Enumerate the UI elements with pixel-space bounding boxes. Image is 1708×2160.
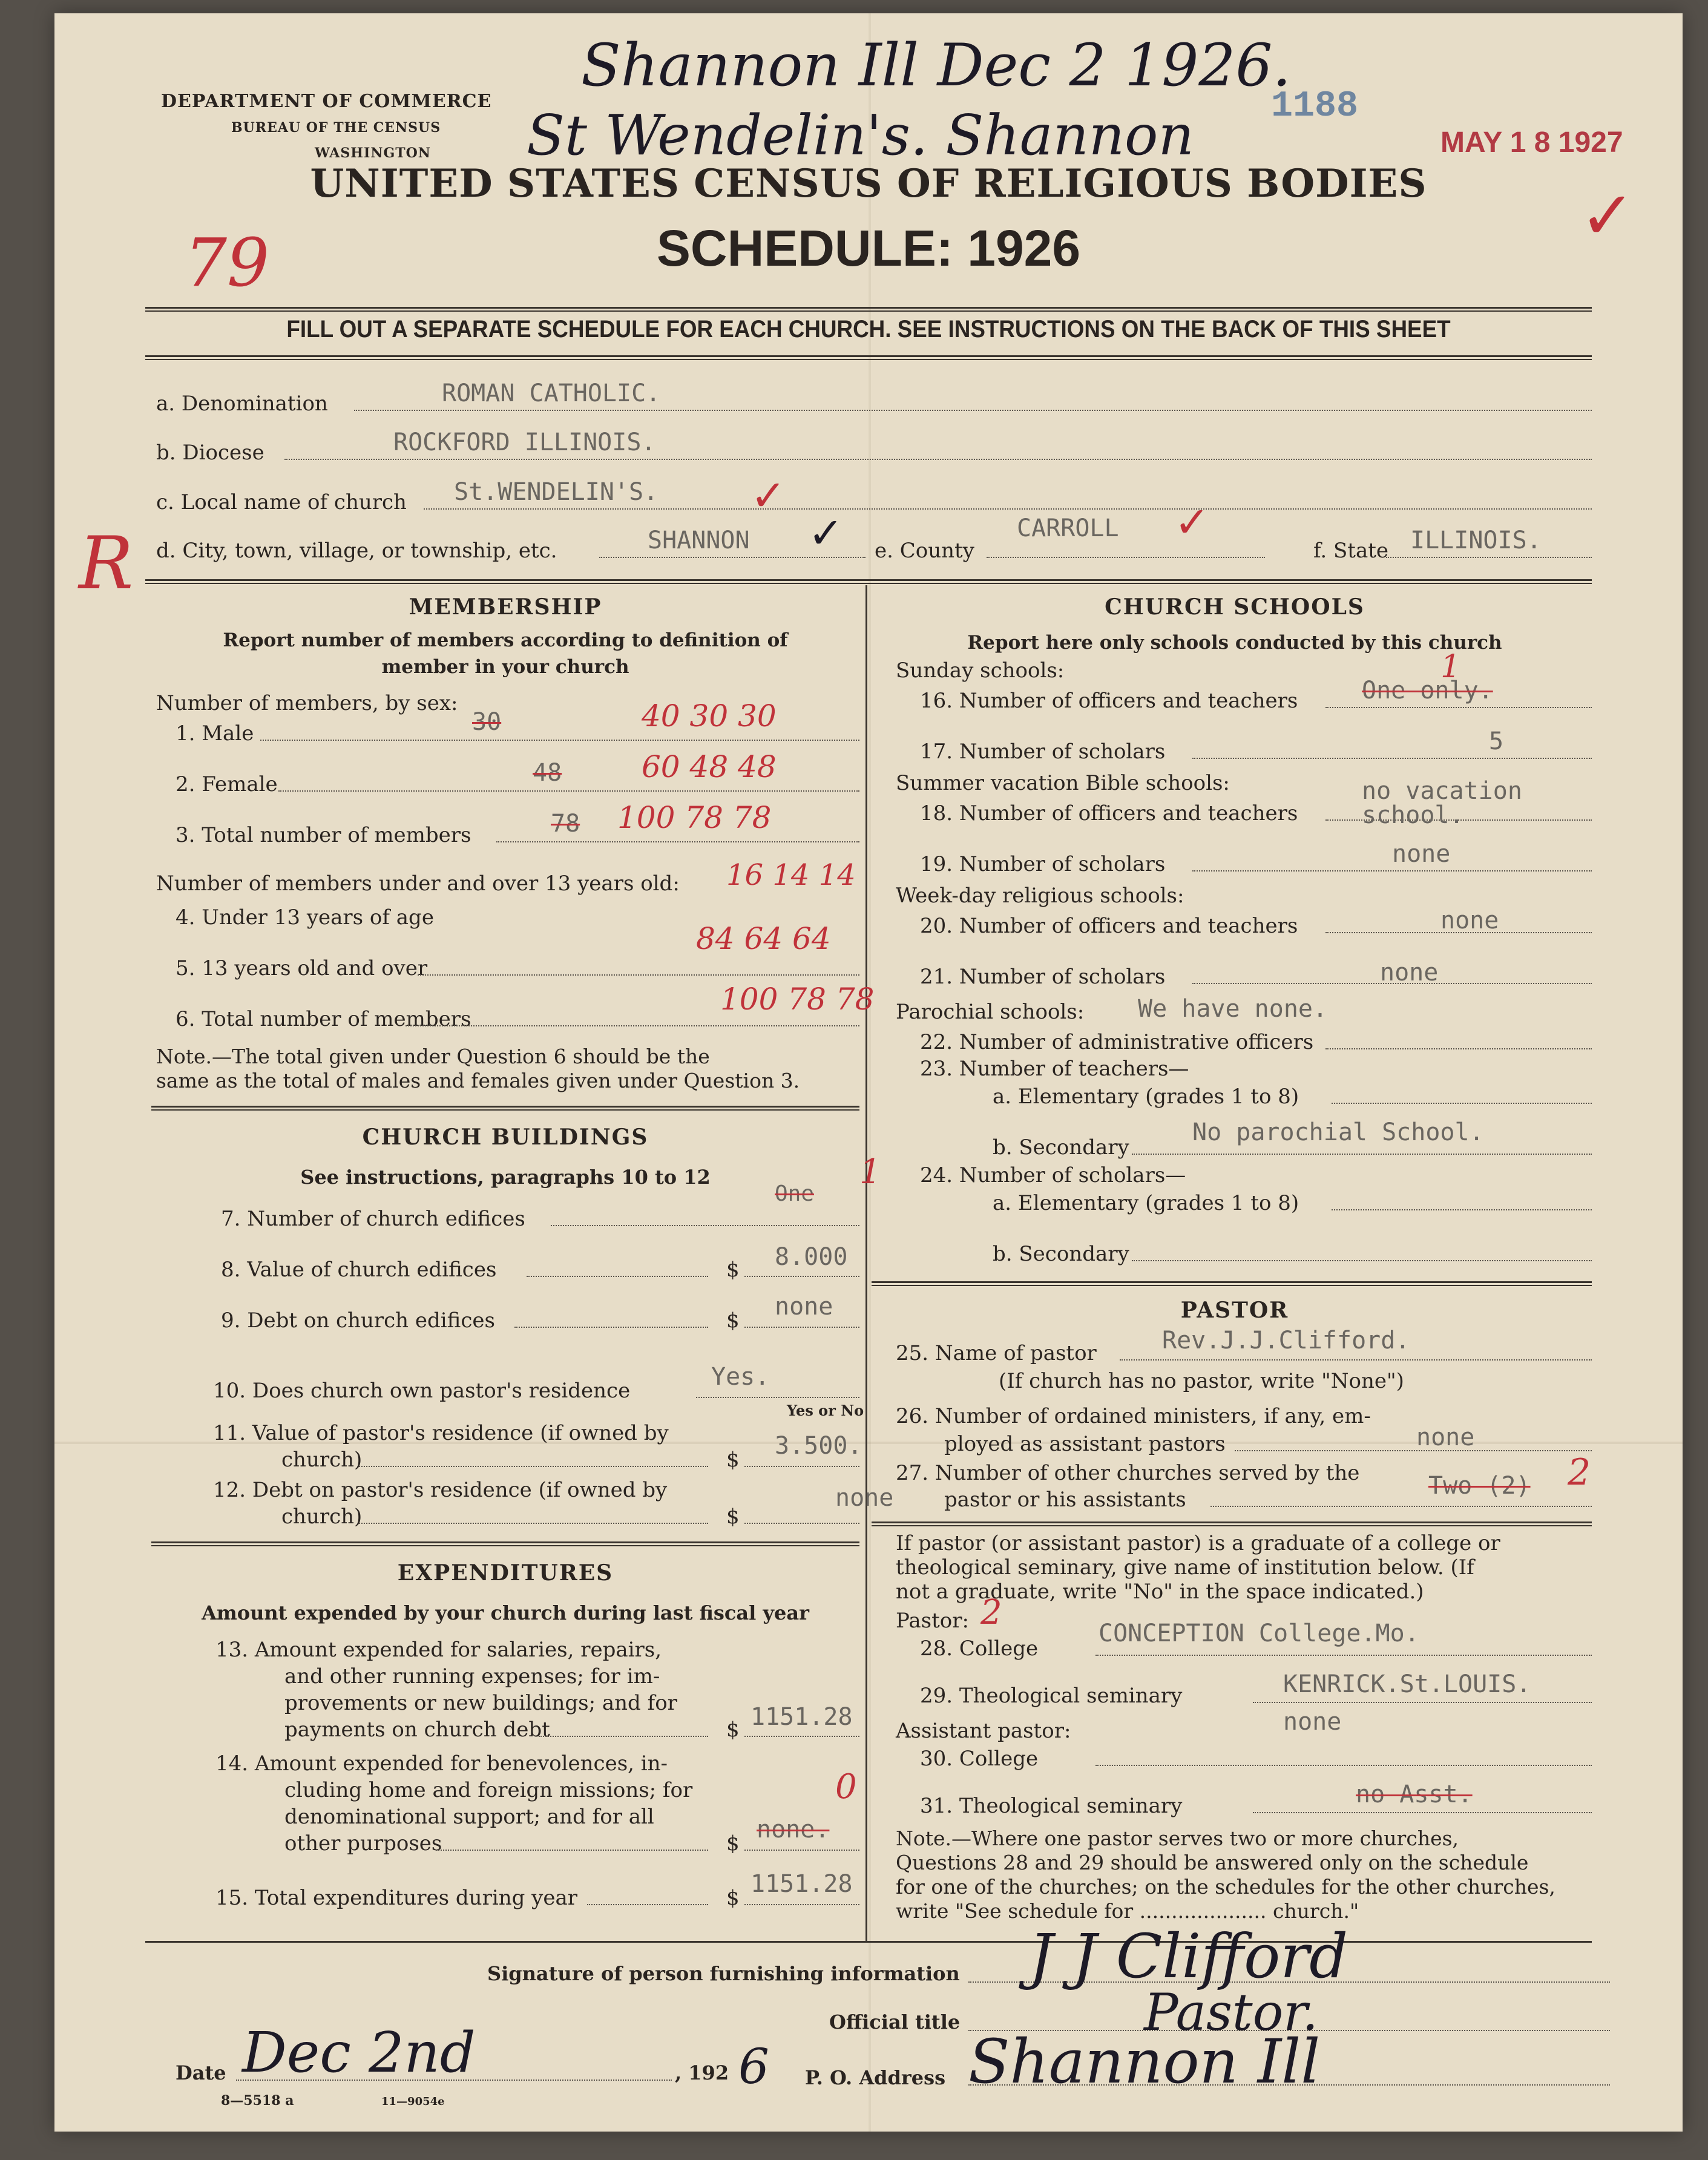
q3-line <box>496 841 859 842</box>
state-value[interactable]: ILLINOIS. <box>1410 527 1542 554</box>
signature-label: Signature of person furnishing information <box>487 1962 960 1985</box>
q7-line <box>551 1225 859 1226</box>
q5-label: 5. 13 years old and over <box>176 956 428 980</box>
q20-value[interactable]: none <box>1440 907 1499 934</box>
diocese-value[interactable]: ROCKFORD ILLINOIS. <box>393 428 656 456</box>
q12-value[interactable]: none <box>835 1484 894 1512</box>
membership-note-2: same as the total of males and females given under Question 3. <box>156 1069 800 1092</box>
census-schedule-sheet <box>54 13 1683 2132</box>
q2-line <box>278 790 859 792</box>
county-value[interactable]: CARROLL <box>1017 514 1119 542</box>
form-title: UNITED STATES CENSUS OF RELIGIOUS BODIES <box>310 161 1427 206</box>
q21-value[interactable]: none <box>1380 959 1439 986</box>
handwritten-church-name: St Wendelin's. Shannon <box>527 103 1194 168</box>
q16-label: 16. Number of officers and teachers <box>920 689 1298 713</box>
pastor-note-2: Questions 28 and 29 should be answered only on the schedule <box>896 1851 1529 1874</box>
summer-schools-label: Summer vacation Bible schools: <box>896 771 1230 795</box>
q27-label-b: pastor or his assistants <box>944 1488 1186 1512</box>
q7-label: 7. Number of church edifices <box>221 1207 525 1231</box>
red-mark-79: 79 <box>185 224 269 301</box>
po-address-value[interactable]: Shannon Ill <box>968 2026 1321 2097</box>
q9-value[interactable]: none <box>775 1293 833 1321</box>
q19-line <box>1192 870 1592 872</box>
q15-value[interactable]: 1151.28 <box>751 1870 853 1898</box>
graduate-note-3: not a graduate, write "No" in the space indicated.) <box>896 1580 1424 1604</box>
membership-sub-2: member in your church <box>381 656 629 678</box>
q26-label-b: ployed as assistant pastors <box>944 1432 1226 1456</box>
bureau-label: BUREAU OF THE CENSUS <box>231 120 441 136</box>
q23a-label: a. Elementary (grades 1 to 8) <box>993 1085 1299 1109</box>
q13-line-a <box>539 1736 708 1737</box>
q10-line <box>696 1397 859 1398</box>
q15-line-b <box>744 1904 859 1905</box>
q14-line-a <box>436 1850 708 1851</box>
print-number: 11—9054e <box>381 2095 445 2108</box>
form-number: 8—5518 a <box>221 2093 294 2109</box>
q1-red-revisions: 40 30 30 <box>642 698 777 734</box>
pastor-heading: PASTOR <box>1180 1298 1289 1323</box>
q8-line-b <box>744 1276 859 1277</box>
q30-line <box>1095 1765 1592 1766</box>
assistant-pastor-label: Assistant pastor: <box>896 1719 1071 1743</box>
official-title-label: Official title <box>829 2011 961 2034</box>
q2-label: 2. Female <box>176 772 278 796</box>
q20-label: 20. Number of officers and teachers <box>920 914 1298 938</box>
department-label: DEPARTMENT OF COMMERCE <box>161 91 492 112</box>
under-over-label: Number of members under and over 13 years old: <box>156 872 680 896</box>
column-divider <box>865 585 867 1941</box>
q1-typed[interactable]: 30 <box>472 708 502 736</box>
q12-label-b: church) <box>281 1505 363 1529</box>
membership-sub-1: Report number of members according to definition of <box>223 629 788 651</box>
denomination-line <box>354 410 1592 411</box>
q25-line <box>1120 1359 1592 1361</box>
q3-red-revisions: 100 78 78 <box>617 800 772 835</box>
q3-label: 3. Total number of members <box>176 823 471 847</box>
state-label: f. State <box>1313 539 1388 563</box>
q17-line <box>1192 758 1592 759</box>
q30-label: 30. College <box>920 1747 1039 1771</box>
q29-line <box>1253 1702 1592 1703</box>
q17-value[interactable]: 5 <box>1489 727 1504 755</box>
q14-label-c: denominational support; and for all <box>284 1805 654 1829</box>
pastor-note-4: write "See schedule for .................... church." <box>896 1899 1359 1923</box>
q27-line <box>1210 1506 1592 1507</box>
q25-label: 25. Name of pastor <box>896 1341 1097 1365</box>
q24a-label: a. Elementary (grades 1 to 8) <box>993 1191 1299 1215</box>
summer-schools-value[interactable]: no vacation <box>1362 777 1522 805</box>
date-value[interactable]: Dec 2nd <box>242 2020 476 2085</box>
pastor-red-mark: 2 <box>980 1593 1002 1632</box>
q3-typed[interactable]: 78 <box>551 810 580 838</box>
buildings-heading: CHURCH BUILDINGS <box>362 1124 649 1150</box>
q5-line <box>418 974 859 976</box>
q13-label-b: and other running expenses; for im- <box>284 1664 660 1689</box>
q11-dollar: $ <box>726 1448 740 1472</box>
membership-note-1: Note.—The total given under Question 6 should be the <box>156 1045 710 1068</box>
membership-heading: MEMBERSHIP <box>409 594 602 620</box>
city-value[interactable]: SHANNON <box>648 527 750 554</box>
state-line <box>1386 557 1592 558</box>
q14-label-a: 14. Amount expended for benevolences, in- <box>215 1751 668 1776</box>
schedule-title: SCHEDULE: 1926 <box>656 220 1081 277</box>
q16-value[interactable]: One only. <box>1362 677 1493 704</box>
q2-red-revisions: 60 48 48 <box>642 749 777 784</box>
signature-value[interactable]: J J Clifford <box>1029 1921 1348 1992</box>
buildings-rule <box>151 1541 859 1546</box>
pastor-note-3: for one of the churches; on the schedules for the other churches, <box>896 1875 1555 1899</box>
fields-rule <box>145 579 1592 584</box>
graduate-note-1: If pastor (or assistant pastor) is a graduate of a college or <box>896 1531 1500 1555</box>
q10-label: 10. Does church own pastor's residence <box>213 1379 631 1403</box>
under-13-red-revisions: 16 14 14 <box>726 858 856 892</box>
q15-dollar: $ <box>726 1886 740 1910</box>
q21-label: 21. Number of scholars <box>920 965 1166 989</box>
q9-line-b <box>744 1327 859 1328</box>
received-date-stamp: MAY 1 8 1927 <box>1440 126 1623 159</box>
q1-line <box>260 740 859 741</box>
schools-sub: Report here only schools conducted by this church <box>967 632 1502 654</box>
denomination-label: a. Denomination <box>156 392 328 416</box>
diocese-label: b. Diocese <box>156 441 264 465</box>
q16-red: 1 <box>1440 649 1461 685</box>
q8-line-a <box>527 1276 708 1277</box>
handwritten-place-date: Shannon Ill Dec 2 1926. <box>581 31 1291 99</box>
pastor-rule <box>872 1522 1592 1526</box>
q28-value[interactable]: CONCEPTION College.Mo. <box>1099 1620 1419 1647</box>
city-label: WASHINGTON <box>315 145 431 161</box>
q6-line <box>406 1025 859 1026</box>
schools-heading: CHURCH SCHOOLS <box>1105 594 1365 620</box>
assistant-pastor-value[interactable]: none <box>1283 1708 1342 1736</box>
q8-dollar: $ <box>726 1258 740 1282</box>
q23-value[interactable]: No parochial School. <box>1192 1118 1484 1146</box>
q5-red-revisions: 84 64 64 <box>696 921 831 956</box>
q22-label: 22. Number of administrative officers <box>920 1030 1314 1054</box>
q23-label: 23. Number of teachers— <box>920 1057 1189 1081</box>
q15-label: 15. Total expenditures during year <box>215 1886 578 1910</box>
county-line <box>987 557 1265 558</box>
members-by-sex-label: Number of members, by sex: <box>156 691 458 715</box>
q26-value[interactable]: none <box>1416 1423 1475 1451</box>
q31-line <box>1253 1812 1592 1813</box>
q24-label: 24. Number of scholars— <box>920 1163 1186 1187</box>
q2-typed[interactable]: 48 <box>533 759 562 787</box>
q11-label-b: church) <box>281 1448 363 1472</box>
q11-value[interactable]: 3.500. <box>775 1432 862 1460</box>
q7-red: 1 <box>859 1152 881 1192</box>
q25-value[interactable]: Rev.J.J.Clifford. <box>1162 1327 1410 1354</box>
county-label: e. County <box>875 539 974 563</box>
q8-label: 8. Value of church edifices <box>221 1258 497 1282</box>
q22-line <box>1325 1048 1592 1049</box>
q13-value[interactable]: 1151.28 <box>751 1703 853 1731</box>
red-checkmark-icon: ✓ <box>751 471 786 520</box>
header-rule-top <box>145 307 1592 312</box>
expenditures-sub: Amount expended by your church during last fiscal year <box>202 1601 809 1624</box>
po-address-label: P. O. Address <box>805 2066 946 2089</box>
q13-label-a: 13. Amount expended for salaries, repairs, <box>215 1638 662 1662</box>
q14-dollar: $ <box>726 1831 740 1856</box>
red-checkmark-icon: ✓ <box>1174 497 1210 547</box>
q9-dollar: $ <box>726 1308 740 1333</box>
weekday-schools-label: Week-day religious schools: <box>896 884 1184 908</box>
q13-label-d: payments on church debt <box>284 1718 550 1742</box>
red-checkmark-icon: ✓ <box>1580 177 1636 254</box>
q4-label: 4. Under 13 years of age <box>176 905 434 930</box>
expenditures-heading: EXPENDITURES <box>397 1560 614 1586</box>
q26-line <box>1235 1450 1592 1451</box>
pastor-sub-label: Pastor: <box>896 1609 969 1633</box>
q14-value[interactable]: none. <box>757 1816 830 1843</box>
parochial-schools-label: Parochial schools: <box>896 1000 1085 1024</box>
q16-line <box>1325 707 1592 708</box>
q11-line-b <box>744 1466 859 1467</box>
q27-value[interactable]: Two (2) <box>1428 1472 1531 1500</box>
q31-value[interactable]: no Asst. <box>1356 1781 1473 1808</box>
q31-label: 31. Theological seminary <box>920 1794 1183 1818</box>
file-number: 1188 <box>1271 86 1359 127</box>
q6-label: 6. Total number of members <box>176 1007 471 1031</box>
parochial-schools-value[interactable]: We have none. <box>1138 995 1328 1023</box>
year-digit[interactable]: 6 <box>738 2038 769 2095</box>
q17-label: 17. Number of scholars <box>920 740 1166 764</box>
yes-no-caption: Yes or No <box>787 1402 864 1419</box>
graduate-note-2: theological seminary, give name of institution below. (If <box>896 1555 1474 1580</box>
footer-rule <box>145 1941 1592 1943</box>
city-field-label: d. City, town, village, or township, etc. <box>156 539 557 563</box>
instruction-line: FILL OUT A SEPARATE SCHEDULE FOR EACH CHURCH. SEE INSTRUCTIONS ON THE BACK OF THIS SHEET <box>286 316 1451 343</box>
q7-typed[interactable]: One <box>775 1181 815 1206</box>
sunday-schools-label: Sunday schools: <box>896 658 1065 683</box>
q18-label: 18. Number of officers and teachers <box>920 801 1298 826</box>
buildings-sub: See instructions, paragraphs 10 to 12 <box>300 1166 711 1189</box>
q6-red-revisions: 100 78 78 <box>720 982 875 1017</box>
year-prefix: , 192 <box>675 2061 729 2084</box>
q26-label-a: 26. Number of ordained ministers, if any, em- <box>896 1404 1371 1428</box>
q13-line-b <box>744 1736 859 1737</box>
q12-label-a: 12. Debt on pastor's residence (if owned by <box>213 1478 668 1502</box>
diocese-line <box>284 459 1592 460</box>
q11-label-a: 11. Value of pastor's residence (if owned by <box>213 1421 669 1445</box>
q14-line-b <box>744 1850 859 1851</box>
q29-label: 29. Theological seminary <box>920 1684 1183 1708</box>
denomination-value[interactable]: ROMAN CATHOLIC. <box>442 379 661 407</box>
q24b-line <box>1132 1260 1592 1261</box>
church-name-value[interactable]: St.WENDELIN'S. <box>454 478 659 506</box>
q9-line-a <box>514 1327 708 1328</box>
q28-label: 28. College <box>920 1636 1039 1661</box>
q11-line-a <box>357 1466 708 1467</box>
q14-label-b: cluding home and foreign missions; for <box>284 1778 693 1802</box>
church-name-label: c. Local name of church <box>156 490 407 514</box>
q23b-label: b. Secondary <box>993 1135 1129 1160</box>
q13-label-c: provements or new buildings; and for <box>284 1691 677 1715</box>
red-mark-r: R <box>79 522 134 606</box>
membership-rule <box>151 1106 859 1111</box>
q27-red: 2 <box>1568 1451 1591 1494</box>
q8-value[interactable]: 8.000 <box>775 1243 848 1271</box>
pastor-note-1: Note.—Where one pastor serves two or more churches, <box>896 1827 1459 1850</box>
q23a-line <box>1332 1103 1592 1104</box>
q23b-line <box>1132 1154 1592 1155</box>
church-name-line <box>424 508 1592 510</box>
q1-label: 1. Male <box>176 721 254 746</box>
header-rule-bottom <box>145 355 1592 360</box>
q29-value[interactable]: KENRICK.St.LOUIS. <box>1283 1670 1531 1698</box>
q9-label: 9. Debt on church edifices <box>221 1308 495 1333</box>
q12-line-a <box>357 1523 708 1524</box>
pencil-checkmark-icon: ✓ <box>808 508 844 558</box>
q19-value[interactable]: none <box>1392 840 1451 868</box>
q25-note: (If church has no pastor, write "None") <box>999 1369 1404 1393</box>
q12-dollar: $ <box>726 1505 740 1529</box>
q19-label: 19. Number of scholars <box>920 852 1166 876</box>
q14-label-d: other purposes <box>284 1831 442 1856</box>
date-label: Date <box>176 2061 226 2084</box>
q14-red: 0 <box>835 1767 857 1807</box>
q18-value[interactable]: school. <box>1362 801 1464 829</box>
q15-line-a <box>587 1904 708 1905</box>
q24a-line <box>1332 1209 1592 1210</box>
schools-rule <box>872 1281 1592 1286</box>
q24b-label: b. Secondary <box>993 1242 1129 1266</box>
q13-dollar: $ <box>726 1718 740 1742</box>
q10-value[interactable]: Yes. <box>711 1363 770 1391</box>
official-title-value[interactable]: Pastor. <box>1144 1983 1318 2042</box>
q12-line-b <box>744 1523 859 1524</box>
q28-line <box>1095 1655 1592 1656</box>
q27-label-a: 27. Number of other churches served by the <box>896 1461 1360 1485</box>
